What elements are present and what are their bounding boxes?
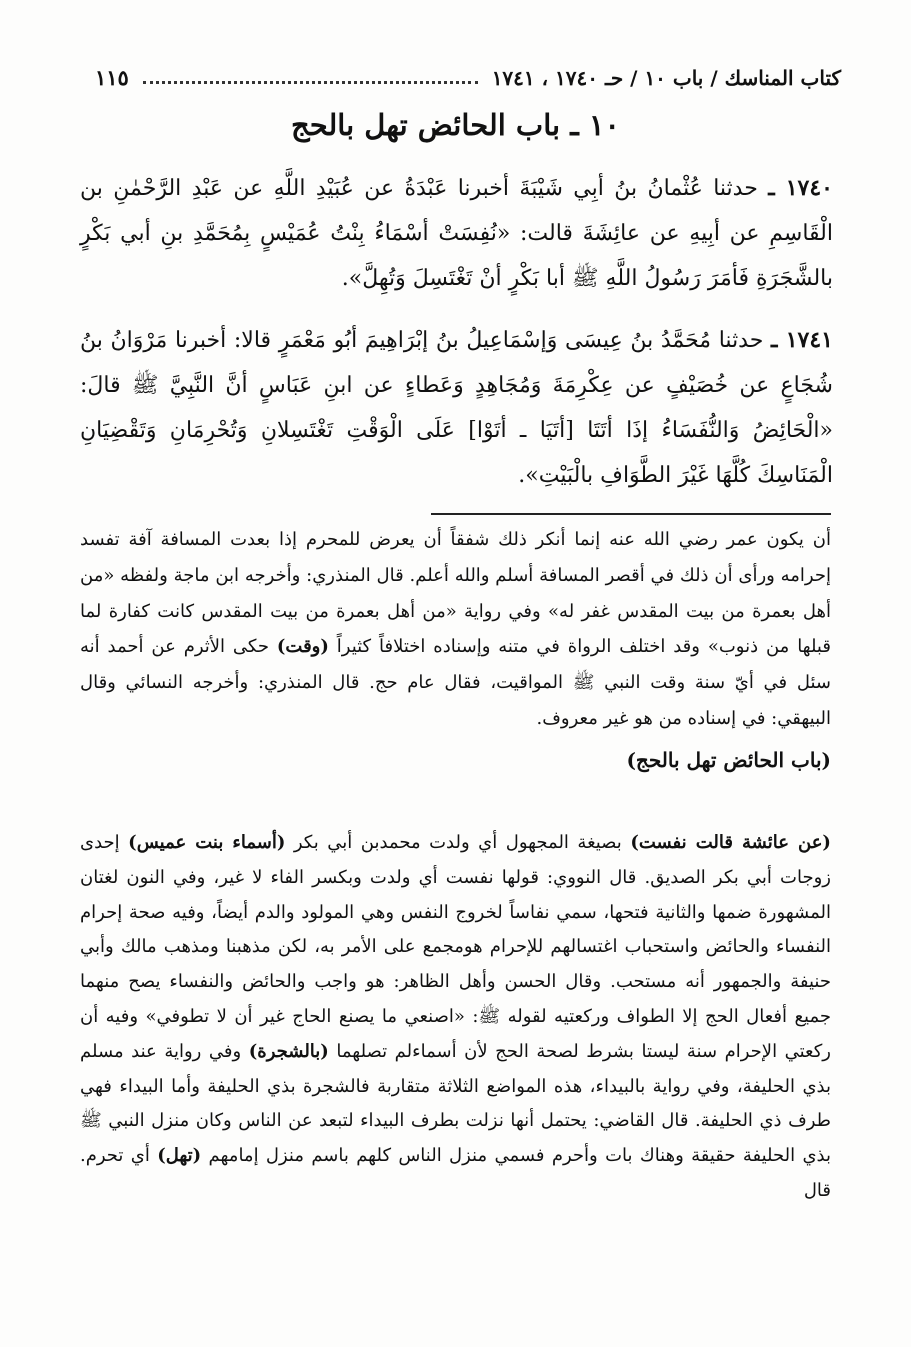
footnote-divider bbox=[431, 513, 831, 515]
dotted-leader bbox=[143, 80, 478, 84]
page-number: ١١٥ bbox=[95, 65, 129, 90]
hadith-1740 bbox=[80, 166, 833, 301]
commentary-text: بصيغة المجهول أي ولدت محمدبن أبي بكر bbox=[293, 832, 622, 853]
commentary-block-1 bbox=[80, 522, 831, 783]
commentary-heading: (باب الحائض تهل بالحج) bbox=[626, 747, 831, 772]
commentary-text: إحدى زوجات أبي بكر الصديق. قال النووي: قولها نفست أي ولدت وبكسر الفاء لا غير، وفي النون لغتان المشهورة ضمها والثانية فتحها، سمي نفاساً لخروج النفس وهي المولود والدم أيضاً، وفيه صحة إحرام النفساء والحائض واستحباب اغتسالهم للإحرام هومجمع على الأمر به، لكن مذهبنا ومذهب مالك وأبي حنيفة والجمهور أنه مستحب. وقال الحسن وأهل الظاهر: هو واجب والحائض والنفساء يصح منهما جميع أفعال الحج إلا الطواف وركعتيه لقوله ﷺ: «اصنعي ما يصنع الحاج غير أن لا تطوفي» وفيه أن ركعتي الإحرام سنة ليستا بشرط لصحة الحج لأن أسماءلم تصلهما bbox=[80, 832, 831, 1062]
commentary-keyword: (عن عائشة قالت نفست) bbox=[630, 832, 831, 853]
commentary-text: وفي رواية عند مسلم بذي الحليفة، وفي رواية بالبيداء، هذه المواضع الثلاثة متقاربة فالشجرة بذي الحليفة وأما البيداء فهي طرف ذي الحليفة. قال القاضي: يحتمل أنها نزلت بطرف البيداء لتبعد عن الناس وكان منزل النبي ﷺ بذي الحليفة حقيقة وهناك بات وأحرم فسمي منزل الناس كلهم باسم منزل إمامهم bbox=[80, 1040, 831, 1167]
hadith-1741 bbox=[80, 318, 833, 498]
commentary-keyword: (بالشجرة) bbox=[248, 1040, 329, 1062]
commentary-keyword: (تهل) bbox=[157, 1145, 202, 1167]
hadith-number: ١٧٤٠ ـ bbox=[768, 175, 833, 201]
hadith-text: حدثنا مُحَمَّدُ بنُ عِيسَى وَإسْمَاعِيلُ بنُ إبْرَاهِيمَ أبُو مَعْمَرٍ قالا: أخبرنا مَرْوَانُ بنُ شُجَاعٍ عن خُصَيْفٍ عن عِكْرِمَةَ وَمُجَاهِدٍ وَعَطاءٍ عن ابنِ عَبَاسٍ أنَّ النَّبِيَّ ﷺ قالَ: «الْحَائِضُ وَالنُّفَسَاءُ إذَا أتَتَا [أتَيَا ـ أتَوْا] عَلَى الْوَقْتِ تَغْتَسِلانِ وَتُحْرِمَانِ وَتَقْضِيَانِ الْمَنَاسِكَ كُلَّهَا غَيْرَ الطَّوَافِ بالْبَيْتِ». bbox=[80, 328, 833, 488]
chapter-title: ١٠ ـ باب الحائض تهل بالحج bbox=[291, 108, 620, 142]
commentary-text: أي تحرم. قال bbox=[80, 1145, 831, 1201]
hadith-number: ١٧٤١ ـ bbox=[770, 327, 833, 353]
commentary-block-2 bbox=[80, 826, 831, 1209]
commentary-keyword: (أسماء بنت عميس) bbox=[128, 832, 286, 853]
running-title: كتاب المناسك / باب ١٠ / حـ ١٧٤٠ ، ١٧٤١ bbox=[491, 66, 841, 90]
hadith-text: حدثنا عُثْمانُ بنُ أبِي شَيْبَةَ أخبرنا عَبْدَةُ عن عُبَيْدِ اللَّهِ عن عَبْدِ الرَّحْمٰنِ بن الْقَاسِمِ عن أبِيهِ عن عائِشَةَ قالت: «نُفِسَتْ أسْمَاءُ بِنْتُ عُمَيْسٍ بِمُحَمَّدِ بنِ أبي بَكْرٍ بالشَّجَرَةِ فَأمَرَ رَسُولُ اللَّهِ ﷺ أبا بَكْرٍ أنْ تَغْتَسِلَ وَتُهِلَّ». bbox=[80, 176, 833, 291]
commentary-keyword: (وقت) bbox=[276, 636, 329, 658]
running-header bbox=[95, 56, 841, 90]
commentary-text: أن يكون عمر رضي الله عنه إنما أنكر ذلك شفقاً أن يعرض للمحرم إذا بعدت المسافة آفة تفسد إحرامه ورأى أن ذلك في أقصر المسافة أسلم والله أعلم. قال المنذري: وأخرجه ابن ماجة ولفظه «من أهل بعمرة من بيت المقدس غفر له» وفي رواية «من أهل بعمرة من بيت المقدس كانت كفارة لما قبلها من ذنوب» وقد اختلف الرواة في متنه وإسناده اختلافاً كثيراً bbox=[80, 529, 831, 658]
commentary-text: حكى الأثرم عن أحمد أنه سئل في أيّ سنة وقت النبي ﷺ المواقيت، فقال عام حج. قال المنذري: وأخرجه النسائي وقال البيهقي: في إسناده من هو غير معروف. bbox=[80, 636, 831, 729]
